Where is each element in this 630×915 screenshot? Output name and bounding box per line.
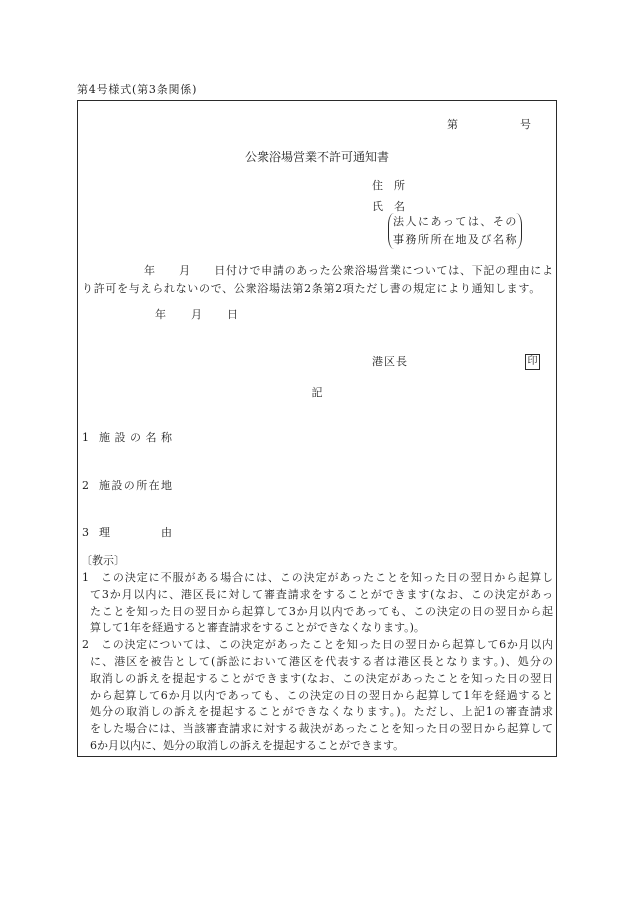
field-label: 施設の所在地 — [99, 479, 172, 492]
field-facility-location — [82, 479, 172, 493]
instruction-line: て3か月以内に、港区長に対して審査請求をすることができます(なお、この決定があっ — [90, 587, 553, 601]
corporate-note — [388, 213, 522, 249]
field-reason — [82, 526, 172, 540]
body-text-line: 年 月 日付けで申請のあった公衆浴場営業については、下記の理由によ — [144, 264, 553, 277]
corporate-note-line: 事務所所在地及び名称 — [393, 233, 518, 246]
address-label: 住 所 — [372, 179, 405, 192]
field-number: 2 — [82, 479, 89, 492]
field-number: 3 — [82, 526, 89, 539]
field-label: 理由 — [99, 526, 172, 539]
notice-form — [77, 100, 557, 757]
instruction-line: この決定に不服がある場合には、この決定があったことを知った日の翌日から起算し — [101, 571, 553, 584]
instruction-line: 処分の取消しの訴えを提起することができなくなります。)。ただし、上記1の審査請求 — [90, 705, 553, 719]
corporate-note-line: 法人にあっては、その — [393, 215, 518, 228]
instruction-item-1 — [82, 570, 556, 587]
instruction-line: 取消しの訴えを提起することができます(なお、この決定があったことを知った日の翌日 — [90, 671, 553, 685]
instruction-line: から起算して6か月以内であっても、この決定の日の翌日から起算して1年を経過すると — [90, 688, 553, 702]
field-number: 1 — [82, 431, 89, 444]
instruction-line: この決定については、この決定があったことを知った日の翌日から起算して6か月以内 — [101, 638, 553, 652]
instruction-number: 1 — [82, 571, 89, 584]
form-code: 第4号様式(第3条関係) — [77, 83, 198, 96]
issue-date: 年 月 日 — [155, 308, 239, 321]
instructions-heading: 〔教示〕 — [81, 554, 125, 567]
field-label: 施設の名称 — [99, 431, 172, 444]
instruction-line: をした場合には、当該審査請求に対する裁決があったことを知った日の翌日から起算して — [90, 722, 553, 736]
field-facility-name — [82, 431, 172, 445]
instruction-line: 6か月以内に、処分の取消しの訴えを提起することができます。 — [90, 738, 405, 752]
instruction-item-2 — [82, 637, 556, 654]
instruction-line: 算して1年を経過すると審査請求をすることができなくなります。)。 — [90, 621, 425, 635]
seal-mark: 印 — [525, 354, 540, 370]
ki-heading: 記 — [311, 386, 323, 399]
instruction-number: 2 — [82, 638, 89, 652]
document-number-suffix: 号 — [520, 118, 531, 131]
body-text-line: り許可を与えられないので、公衆浴場法第2条第2項ただし書の規定により通知します。 — [82, 282, 541, 295]
name-label: 氏 名 — [372, 200, 405, 213]
issuer-name: 港区長 — [372, 355, 408, 368]
instructions — [78, 570, 556, 755]
document-title: 公衆浴場営業不許可通知書 — [244, 150, 389, 164]
document-number-prefix: 第 — [447, 118, 458, 131]
instruction-line: たことを知った日の翌日から起算して3か月以内であっても、この決定の日の翌日から起 — [90, 604, 553, 618]
instruction-line: に、港区を被告として(訴訟において港区を代表する者は港区長となります。)、処分の — [90, 654, 553, 668]
